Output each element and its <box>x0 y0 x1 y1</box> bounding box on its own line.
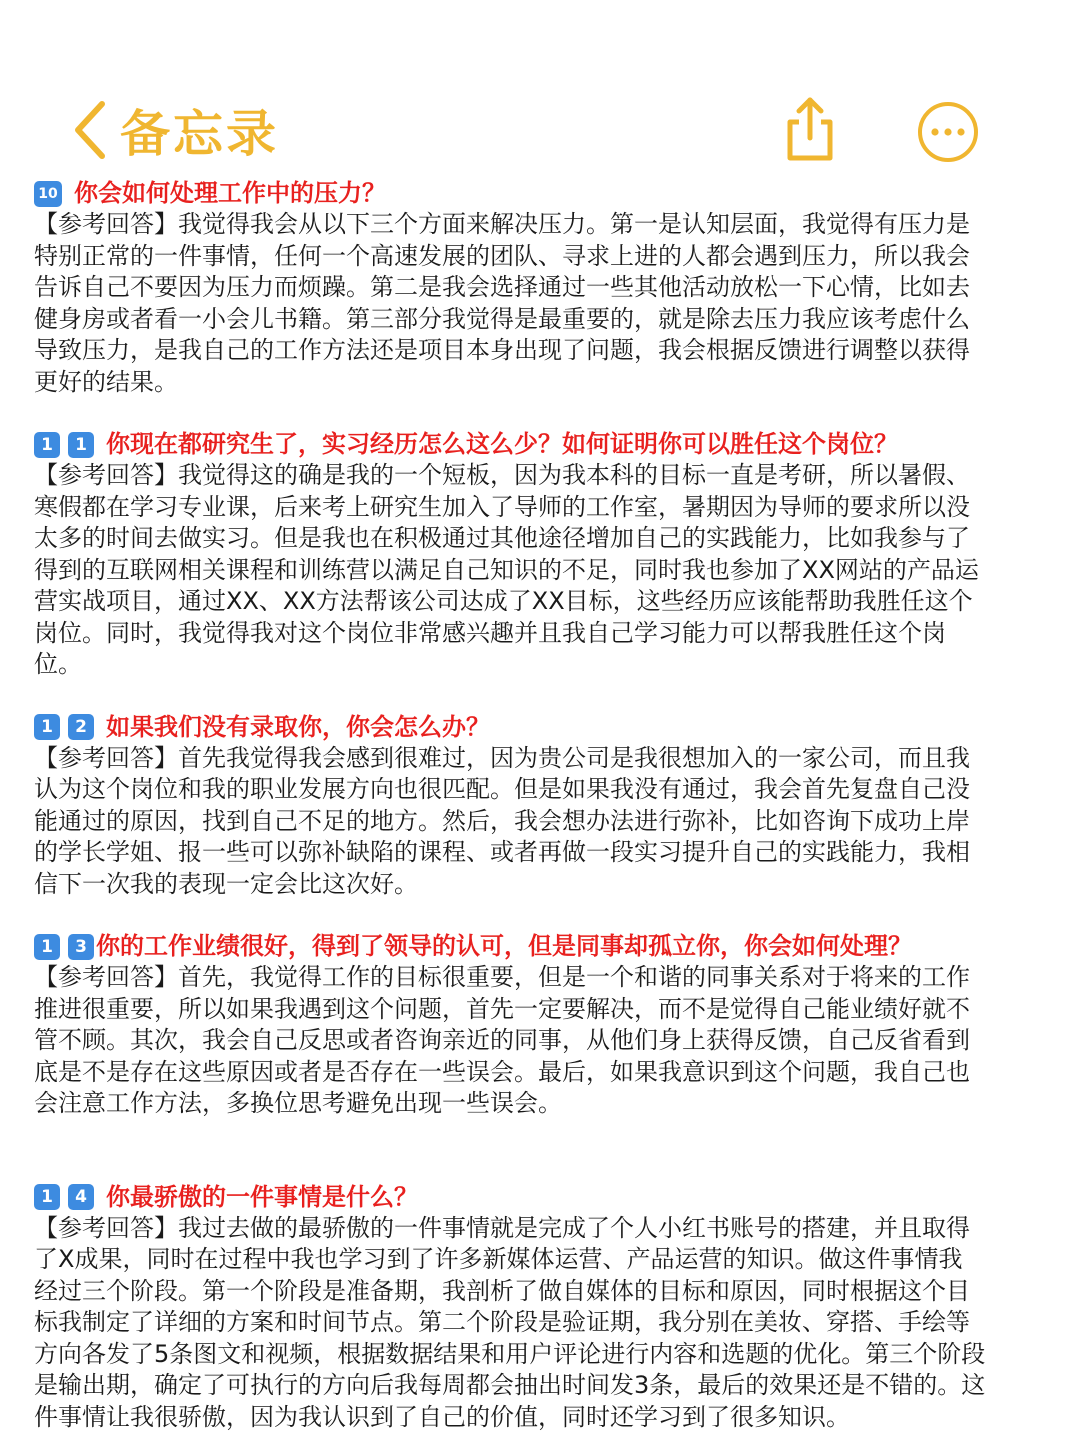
navigation-bar <box>0 80 1080 180</box>
question-heading <box>34 712 1052 743</box>
number-keycap-icon: 1 3 <box>34 934 94 960</box>
answer-text: 【参考回答】我觉得我会从以下三个方面来解决压力。第一是认知层面，我觉得有压力是 特别正常的一件事情，任何一个高速发展的团队、寻求上进的人都会遇到压力，所以我会 告诉自己不要因为压力而烦躁。第二是我会选择通过一些其他活动放松一下心情，比如去 健身房或者看一小会儿书籍。第三部分我觉得是最重要的，就是除去压力我应该考虑什么 导致压力，是我自己的工作方法还是项目本身出现了问题，我会根据反馈进行调整以获得 更好的结果。 <box>34 210 970 396</box>
qa-item <box>34 178 1052 398</box>
qa-item <box>34 931 1052 1120</box>
question-heading <box>34 931 1052 962</box>
qa-item <box>34 429 1052 681</box>
number-keycap-icon: 10 <box>34 181 62 207</box>
share-icon <box>782 96 838 162</box>
share-button[interactable] <box>782 96 838 162</box>
note-content[interactable] <box>34 178 1052 1433</box>
answer-text: 【参考回答】首先，我觉得工作的目标很重要，但是一个和谐的同事关系对于将来的工作 推进很重要，所以如果我遇到这个问题，首先一定要解决，而不是觉得自己能业绩好就不 管不顾。其次，我会自己反思或者咨询亲近的同事，从他们身上获得反馈，自己反省看到 底是不是存在这些原因或者是否存在一些误会。最后，如果我意识到这个问题，我自己也 会注意工作方法，多换位思考避免出现一些误会。 <box>34 963 970 1117</box>
question-heading <box>34 429 1052 460</box>
qa-item <box>34 1182 1052 1434</box>
question-text: 如果我们没有录取你，你会怎么办？ <box>106 712 490 741</box>
question-text: 你现在都研究生了，实习经历怎么这么少？如何证明你可以胜任这个岗位？ <box>106 430 898 458</box>
question-text: 你最骄傲的一件事情是什么？ <box>106 1182 418 1211</box>
qa-item <box>34 712 1052 901</box>
answer-text: 【参考回答】我过去做的最骄傲的一件事情就是完成了个人小红书账号的搭建，并且取得 了X成果，同时在过程中我也学习到了许多新媒体运营、产品运营的知识。做这件事情我 经过三个阶段。第一个阶段是准备期，我剖析了做自媒体的目标和原因，同时根据这个目 标我制定了详细的方案和时间节点。第二个阶段是验证期，我分别在美妆、穿搭、手绘等 方向各发了5条图文和视频，根据数据结果和用户评论进行内容和选题的优化。第三个阶段 是输出期，确定了可执行的方向后我每周都会抽出时间发3条，最后的效果还是不错的。这 件事情让我很骄傲，因为我认识到了自己的价值，同时还学习到了很多知识。 <box>34 1213 986 1431</box>
number-keycap-icon: 1 4 <box>34 1184 94 1210</box>
back-label: 备忘录 <box>120 105 279 163</box>
answer-text: 【参考回答】首先我觉得我会感到很难过，因为贵公司是我很想加入的一家公司，而且我 认为这个岗位和我的职业发展方向也很匹配。但是如果我没有通过，我会首先复盘自己没 能通过的原因，找到自己不足的地方。然后，我会想办法进行弥补，比如咨询下成功上岸 的学长学姐、报一些可以弥补缺陷的课程、或者再做一段实习提升自己的实践能力，我相 信下一次我的表现一定会比这次好。 <box>34 743 970 898</box>
question-heading <box>34 178 1052 209</box>
answer-text: 【参考回答】我觉得这的确是我的一个短板，因为我本科的目标一直是考研，所以暑假、 寒假都在学习专业课，后来考上研究生加入了导师的工作室，暑期因为导师的要求所以没 太多的时间去做实习。但是我也在积极通过其他途径增加自己的实践能力，比如我参与了 得到的互联网相关课程和训练营以满足自己知识的不足，同时我也参加了XX网站的产品运 营实战项目，通过XX、XX方法帮该公司达成了XX目标，这些经历应该能帮助我胜任这个 岗位。同时，我觉得我对这个岗位非常感兴趣并且我自己学习能力可以帮我胜任这个岗 位。 <box>34 461 979 678</box>
question-heading <box>34 1182 1052 1213</box>
chevron-left-icon <box>72 100 108 160</box>
back-button[interactable] <box>72 98 279 162</box>
question-text: 你会如何处理工作中的压力？ <box>74 179 386 207</box>
number-keycap-icon: 1 2 <box>34 714 94 740</box>
more-icon <box>916 100 980 164</box>
more-button[interactable] <box>916 100 980 164</box>
question-text: 你的工作业绩很好，得到了领导的认可，但是同事却孤立你，你会如何处理？ <box>96 932 912 960</box>
number-keycap-icon: 1 1 <box>34 432 94 458</box>
